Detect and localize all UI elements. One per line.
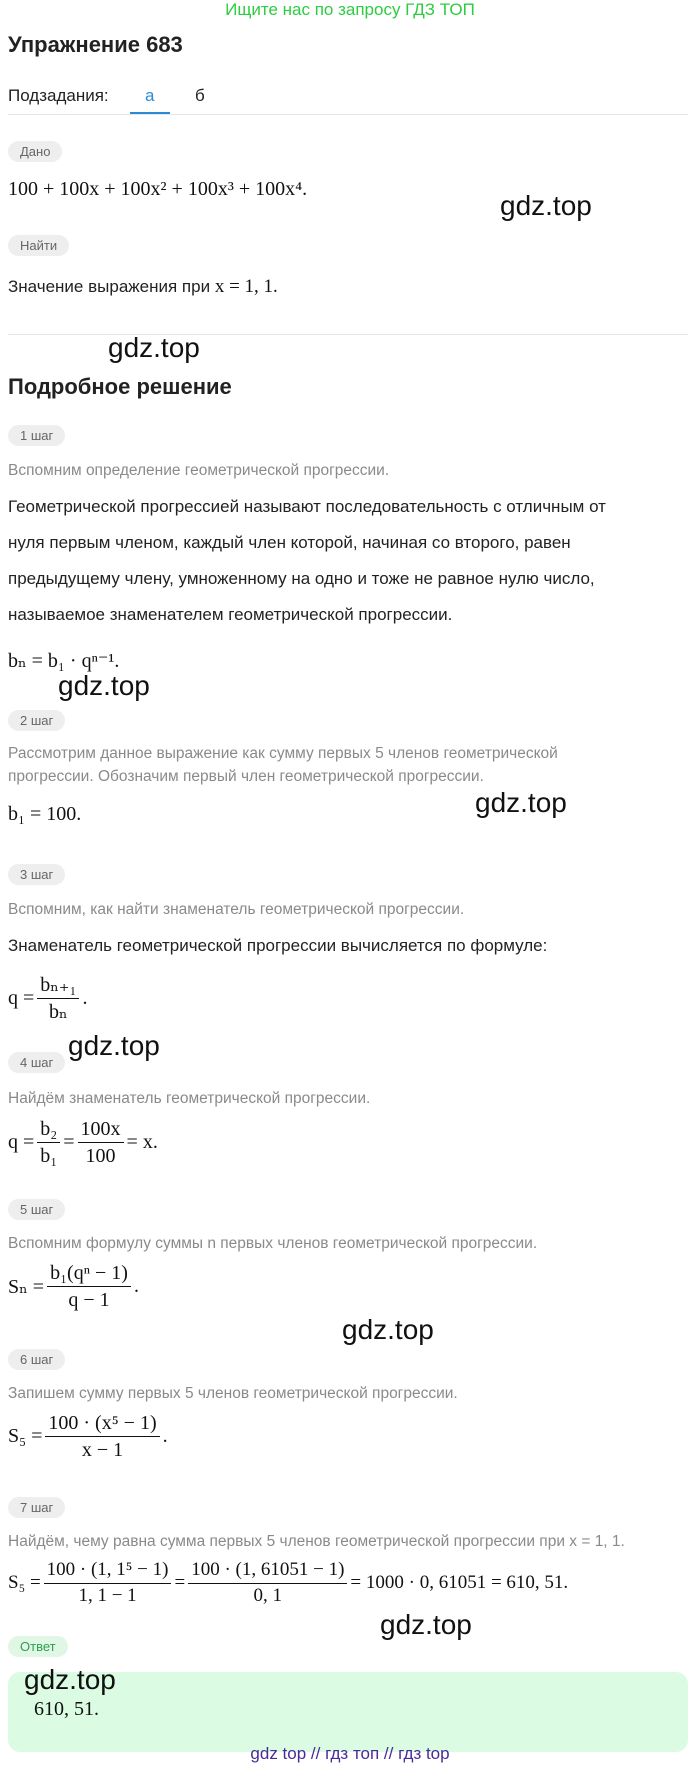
find-math: x = 1, 1.	[214, 276, 278, 297]
find-badge: Найти	[8, 235, 69, 256]
step-formula: b₁ = 100.	[8, 803, 82, 825]
denominator: q − 1	[68, 1289, 110, 1311]
step-badge: 4 шаг	[8, 1052, 65, 1073]
watermark: gdz.top	[24, 1664, 116, 1695]
equals-sign: =	[174, 1572, 186, 1594]
divider	[8, 114, 688, 115]
step-badge: 1 шаг	[8, 425, 65, 446]
denominator: 0, 1	[253, 1584, 283, 1606]
numerator: 100x	[78, 1118, 124, 1143]
step-note: Запишем сумму первых 5 членов геометрической прогрессии.	[8, 1385, 458, 1402]
watermark: gdz.top	[500, 190, 592, 221]
watermark: gdz.top	[342, 1314, 434, 1345]
fraction	[188, 1560, 347, 1607]
step-formula	[8, 974, 87, 1023]
definition-line: Геометрической прогрессией называют последовательность с отличным от	[8, 497, 606, 516]
denominator: bₙ	[49, 1001, 68, 1023]
watermark: gdz.top	[380, 1609, 472, 1640]
watermark: gdz.top	[475, 787, 567, 818]
step-formula	[8, 1262, 139, 1311]
fraction	[37, 1118, 60, 1167]
fraction	[45, 1412, 159, 1461]
fraction	[44, 1560, 172, 1607]
step-badge: 3 шаг	[8, 864, 65, 885]
numerator: bₙ₊₁	[37, 974, 79, 999]
answer-value: 610, 51.	[34, 1698, 99, 1720]
watermark: gdz.top	[108, 332, 200, 363]
denominator: b₁	[40, 1145, 58, 1167]
page-title: Упражнение 683	[8, 32, 183, 57]
definition-line: предыдущему члену, умноженному на одно и тоже не равное нулю число,	[8, 569, 595, 588]
step-badge: 7 шаг	[8, 1497, 65, 1518]
step-note: Найдём знаменатель геометрической прогрессии.	[8, 1090, 371, 1107]
equals-sign: =	[63, 1131, 75, 1153]
step-formula	[8, 1118, 158, 1167]
denominator: 100	[85, 1145, 116, 1167]
given-badge: Дано	[8, 141, 62, 162]
solution-title: Подробное решение	[8, 374, 232, 399]
step-note: прогрессии. Обозначим первый член геометрической прогрессии.	[8, 768, 484, 785]
formula-lhs: q =	[8, 1131, 35, 1153]
definition-line: называемое знаменателем геометрической прогрессии.	[8, 605, 453, 624]
formula-end: .	[133, 1275, 139, 1297]
step-note: Найдём, чему равна сумма первых 5 членов геометрической прогрессии при x = 1, 1.	[8, 1533, 625, 1550]
formula-end: .	[82, 987, 88, 1009]
given-expression: 100 + 100x + 100x² + 100x³ + 100x⁴.	[8, 178, 308, 200]
step-note: Вспомним определение геометрической прогрессии.	[8, 462, 390, 479]
numerator: 100 · (1, 1⁵ − 1)	[44, 1560, 172, 1584]
tab-a[interactable]: а	[145, 86, 155, 105]
formula-lhs: q =	[8, 987, 35, 1009]
subtasks-label: Подзадания:	[8, 86, 109, 105]
step-formula	[8, 1412, 168, 1461]
numerator: 100 · (x⁵ − 1)	[45, 1412, 159, 1437]
step-note: Вспомним, как найти знаменатель геометрической прогрессии.	[8, 901, 465, 918]
step-note: Рассмотрим данное выражение как сумму первых 5 членов геометрической	[8, 745, 558, 762]
step-text: Знаменатель геометрической прогрессии вычисляется по формуле:	[8, 936, 548, 955]
top-banner: Ищите нас по запросу ГДЗ ТОП	[225, 0, 475, 19]
formula-end: .	[162, 1425, 168, 1447]
formula-end: = 1000 · 0, 61051 = 610, 51.	[350, 1572, 569, 1594]
find-text-label: Значение выражения при	[8, 277, 211, 296]
watermark: gdz.top	[68, 1030, 160, 1061]
step-badge: 2 шаг	[8, 710, 65, 731]
numerator: 100 · (1, 61051 − 1)	[188, 1560, 347, 1584]
fraction	[78, 1118, 124, 1167]
step-badge: 5 шаг	[8, 1199, 65, 1220]
step-note: Вспомним формулу суммы n первых членов геометрической прогрессии.	[8, 1235, 538, 1252]
step-formula	[8, 1560, 568, 1607]
denominator: x − 1	[81, 1439, 124, 1461]
formula-lhs: S₅ =	[8, 1425, 43, 1447]
formula-lhs: S₅ =	[8, 1572, 41, 1594]
step-formula: bₙ = b₁ · qⁿ⁻¹.	[8, 650, 120, 672]
denominator: 1, 1 − 1	[78, 1584, 137, 1606]
definition-line: нуля первым членом, каждый член которой, начиная со второго, равен	[8, 533, 571, 552]
numerator: b₁(qⁿ − 1)	[47, 1262, 131, 1287]
watermark: gdz.top	[58, 670, 150, 701]
fraction	[37, 974, 79, 1023]
find-text	[8, 276, 278, 298]
formula-lhs: Sₙ =	[8, 1276, 45, 1298]
tab-b[interactable]: б	[195, 86, 205, 105]
step-badge: 6 шаг	[8, 1349, 65, 1370]
formula-end: = x.	[126, 1131, 158, 1153]
footer-links[interactable]: gdz top // гдз топ // гдз top	[250, 1744, 450, 1763]
numerator: b₂	[37, 1118, 60, 1143]
answer-badge: Ответ	[8, 1636, 68, 1657]
fraction	[47, 1262, 131, 1311]
